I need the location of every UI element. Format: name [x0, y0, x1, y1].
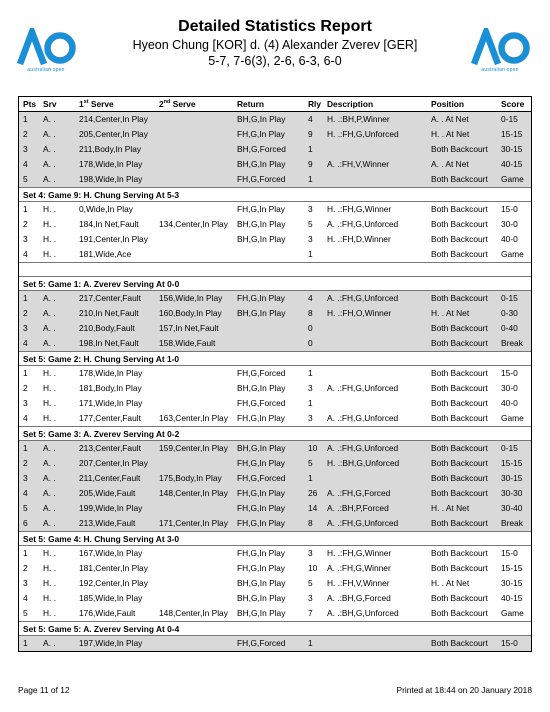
game-header-label: Set 5: Game 4: H. Chung Serving At 3-0	[23, 534, 180, 544]
cell-first-serve: 181,Center,In Play	[79, 563, 148, 573]
cell-return: FH,G,Forced	[237, 473, 286, 483]
cell-rally: 8	[308, 308, 313, 318]
col-header-description: Description	[327, 99, 374, 109]
col-header-return: Return	[237, 99, 264, 109]
report-header	[0, 0, 550, 90]
cell-return: BH,G,In Play	[237, 114, 286, 124]
cell-return: FH,G,In Play	[237, 458, 285, 468]
cell-description: A. .:BH,G,Forced	[327, 593, 391, 603]
cell-position: Both Backcourt	[431, 518, 488, 528]
cell-return: BH,G,In Play	[237, 219, 286, 229]
cell-return: FH,G,In Play	[237, 563, 285, 573]
table-row	[19, 441, 531, 456]
cell-position: Both Backcourt	[431, 548, 488, 558]
cell-return: FH,G,Forced	[237, 638, 286, 648]
table-row	[19, 606, 531, 621]
cell-first-serve: 205,Wide,Fault	[79, 488, 136, 498]
ao-logo-icon	[470, 28, 530, 66]
cell-score: 30-0	[501, 219, 518, 229]
cell-position: Both Backcourt	[431, 293, 488, 303]
cell-description: H. .:FH,G,Winner	[327, 204, 392, 214]
cell-first-serve: 211,Center,Fault	[79, 473, 141, 483]
cell-return: BH,G,In Play	[237, 383, 286, 393]
cell-server: H. .	[43, 563, 57, 573]
cell-rally: 4	[308, 293, 313, 303]
table-row	[19, 321, 531, 336]
cell-second-serve: 159,Center,In Play	[159, 443, 228, 453]
cell-pts: 3	[23, 578, 28, 588]
cell-pts: 4	[23, 249, 28, 259]
cell-server: H. .	[43, 204, 57, 214]
col-header-position: Position	[431, 99, 465, 109]
table-row	[19, 157, 531, 172]
game-header-row	[19, 276, 531, 291]
cell-position: Both Backcourt	[431, 204, 488, 214]
table-row	[19, 471, 531, 486]
cell-server: A. .	[43, 638, 56, 648]
cell-pts: 2	[23, 563, 28, 573]
cell-return: BH,G,In Play	[237, 443, 286, 453]
cell-server: H. .	[43, 249, 57, 259]
cell-pts: 3	[23, 144, 28, 154]
cell-first-serve: 192,Center,In Play	[79, 578, 148, 588]
cell-first-serve: 210,Body,Fault	[79, 323, 135, 333]
table-row	[19, 561, 531, 576]
cell-first-serve: 198,In Net,Fault	[79, 338, 139, 348]
cell-rally: 14	[308, 503, 318, 513]
cell-pts: 2	[23, 458, 28, 468]
game-header-label: Set 5: Game 3: A. Zverev Serving At 0-2	[23, 429, 180, 439]
cell-description: H. .:BH,P,Winner	[327, 114, 390, 124]
cell-return: BH,G,In Play	[237, 308, 286, 318]
game-header-row	[19, 621, 531, 636]
cell-server: A. .	[43, 488, 56, 498]
cell-rally: 1	[308, 249, 313, 259]
cell-position: Both Backcourt	[431, 608, 488, 618]
table-row	[19, 411, 531, 426]
cell-position: Both Backcourt	[431, 488, 488, 498]
game-header-row	[19, 426, 531, 441]
cell-first-serve: 167,Wide,In Play	[79, 548, 143, 558]
cell-first-serve: 205,Center,In Play	[79, 129, 148, 139]
cell-server: A. .	[43, 458, 56, 468]
cell-server: A. .	[43, 308, 56, 318]
cell-position: Both Backcourt	[431, 638, 488, 648]
col-header-first-serve: 1st Serve	[79, 99, 114, 109]
cell-first-serve: 176,Wide,Fault	[79, 608, 136, 618]
cell-rally: 3	[308, 383, 313, 393]
col-header-pts: Pts	[23, 99, 37, 109]
cell-return: BH,G,In Play	[237, 593, 286, 603]
cell-server: H. .	[43, 398, 57, 408]
table-row	[19, 456, 531, 471]
cell-first-serve: 178,Wide,In Play	[79, 368, 143, 378]
cell-description: A. .:BH,P,Forced	[327, 503, 389, 513]
cell-score: 30-30	[501, 488, 523, 498]
cell-first-serve: 211,Body,In Play	[79, 144, 142, 154]
cell-position: H. . At Net	[431, 308, 470, 318]
cell-pts: 2	[23, 129, 28, 139]
match-score: 5-7, 7-6(3), 2-6, 6-3, 6-0	[208, 54, 342, 68]
table-row	[19, 501, 531, 516]
table-row	[19, 202, 531, 217]
table-row	[19, 486, 531, 501]
cell-second-serve: 160,Body,In Play	[159, 308, 222, 318]
game-header-row	[19, 351, 531, 366]
cell-return: FH,G,In Play	[237, 129, 285, 139]
cell-position: Both Backcourt	[431, 249, 488, 259]
cell-return: FH,G,In Play	[237, 293, 285, 303]
cell-score: 30-15	[501, 473, 523, 483]
cell-score: 15-15	[501, 129, 523, 139]
cell-pts: 2	[23, 308, 28, 318]
col-header-srv: Srv	[43, 99, 57, 109]
cell-server: A. .	[43, 159, 56, 169]
spacer-row	[19, 262, 531, 276]
cell-pts: 1	[23, 293, 28, 303]
cell-pts: 3	[23, 473, 28, 483]
cell-description: A. .:FH,G,Unforced	[327, 383, 399, 393]
cell-pts: 1	[23, 114, 28, 124]
cell-score: 30-0	[501, 383, 518, 393]
cell-position: Both Backcourt	[431, 368, 488, 378]
cell-first-serve: 213,Center,Fault	[79, 443, 141, 453]
cell-score: 40-15	[501, 593, 523, 603]
cell-rally: 3	[308, 593, 313, 603]
table-row	[19, 636, 531, 651]
cell-position: H. . At Net	[431, 129, 470, 139]
cell-rally: 0	[308, 323, 313, 333]
cell-rally: 3	[308, 413, 313, 423]
cell-score: 15-0	[501, 368, 518, 378]
cell-server: H. .	[43, 548, 57, 558]
cell-description: H. .:FH,D,Winner	[327, 234, 391, 244]
cell-rally: 4	[308, 114, 313, 124]
cell-description: A. .:FH,G,Unforced	[327, 413, 399, 423]
cell-position: Both Backcourt	[431, 383, 488, 393]
cell-rally: 1	[308, 144, 313, 154]
cell-first-serve: 177,Center,Fault	[79, 413, 141, 423]
table-row	[19, 112, 531, 127]
cell-pts: 3	[23, 323, 28, 333]
cell-score: Break	[501, 338, 523, 348]
cell-return: FH,G,In Play	[237, 488, 285, 498]
table-row	[19, 142, 531, 157]
cell-first-serve: 217,Center,Fault	[79, 293, 141, 303]
cell-pts: 4	[23, 338, 28, 348]
cell-server: A. .	[43, 323, 56, 333]
cell-server: A. .	[43, 338, 56, 348]
table-row	[19, 127, 531, 142]
cell-description: H. .:FH,O,Winner	[327, 308, 392, 318]
cell-rally: 3	[308, 548, 313, 558]
cell-position: H. . At Net	[431, 578, 470, 588]
game-header-row	[19, 187, 531, 202]
cell-description: A. .:FH,G,Winner	[327, 563, 391, 573]
cell-return: FH,G,Forced	[237, 368, 286, 378]
cell-second-serve: 158,Wide,Fault	[159, 338, 216, 348]
cell-rally: 8	[308, 518, 313, 528]
cell-score: 40-0	[501, 234, 518, 244]
cell-server: H. .	[43, 383, 57, 393]
cell-score: 0-15	[501, 443, 518, 453]
table-body	[19, 112, 531, 651]
table-row	[19, 217, 531, 232]
cell-first-serve: 181,Body,In Play	[79, 383, 142, 393]
printed-timestamp: Printed at 18:44 on 20 January 2018	[396, 685, 532, 695]
cell-server: A. .	[43, 114, 56, 124]
cell-description: A. .:BH,G,Unforced	[327, 608, 399, 618]
cell-rally: 9	[308, 159, 313, 169]
cell-pts: 4	[23, 413, 28, 423]
cell-score: Game	[501, 413, 524, 423]
cell-rally: 3	[308, 234, 313, 244]
cell-rally: 10	[308, 443, 318, 453]
cell-server: A. .	[43, 443, 56, 453]
cell-pts: 1	[23, 548, 28, 558]
table-row	[19, 381, 531, 396]
logo-caption: australian open	[481, 67, 519, 73]
game-header-label: Set 5: Game 1: A. Zverev Serving At 0-0	[23, 279, 180, 289]
cell-position: Both Backcourt	[431, 323, 488, 333]
cell-description: H. .:BH,G,Unforced	[327, 458, 400, 468]
cell-return: BH,G,In Play	[237, 608, 286, 618]
cell-return: BH,G,In Play	[237, 159, 286, 169]
table-row	[19, 546, 531, 561]
col-header-score: Score	[501, 99, 525, 109]
cell-first-serve: 213,Wide,Fault	[79, 518, 136, 528]
cell-pts: 2	[23, 219, 28, 229]
cell-return: FH,G,In Play	[237, 518, 285, 528]
cell-first-serve: 185,Wide,In Play	[79, 593, 143, 603]
cell-return: BH,G,Forced	[237, 144, 286, 154]
cell-score: 15-15	[501, 563, 523, 573]
logo-caption: australian open	[27, 67, 65, 73]
cell-pts: 4	[23, 488, 28, 498]
cell-rally: 3	[308, 204, 313, 214]
cell-position: Both Backcourt	[431, 219, 488, 229]
cell-score: 30-15	[501, 578, 523, 588]
cell-position: Both Backcourt	[431, 563, 488, 573]
table-row	[19, 232, 531, 247]
cell-return: FH,G,In Play	[237, 548, 285, 558]
cell-server: H. .	[43, 413, 57, 423]
cell-server: H. .	[43, 593, 57, 603]
cell-rally: 1	[308, 638, 313, 648]
table-row	[19, 172, 531, 187]
cell-score: 30-15	[501, 144, 523, 154]
cell-second-serve: 171,Center,In Play	[159, 518, 228, 528]
cell-score: Game	[501, 608, 524, 618]
cell-position: Both Backcourt	[431, 398, 488, 408]
cell-position: Both Backcourt	[431, 473, 488, 483]
cell-first-serve: 210,In Net,Fault	[79, 308, 139, 318]
table-row	[19, 306, 531, 321]
cell-score: 40-15	[501, 159, 523, 169]
cell-rally: 9	[308, 129, 313, 139]
cell-return: FH,G,In Play	[237, 413, 285, 423]
cell-score: 15-0	[501, 638, 518, 648]
cell-pts: 1	[23, 443, 28, 453]
cell-first-serve: 181,Wide,Ace	[79, 249, 132, 259]
cell-rally: 1	[308, 398, 313, 408]
cell-second-serve: 163,Center,In Play	[159, 413, 228, 423]
cell-return: BH,G,In Play	[237, 234, 286, 244]
cell-position: Both Backcourt	[431, 174, 488, 184]
australian-open-logo	[470, 28, 530, 76]
cell-position: Both Backcourt	[431, 234, 488, 244]
cell-first-serve: 207,Center,In Play	[79, 458, 148, 468]
cell-server: A. .	[43, 129, 56, 139]
cell-second-serve: 156,Wide,In Play	[159, 293, 223, 303]
cell-pts: 5	[23, 503, 28, 513]
table-row	[19, 396, 531, 411]
cell-position: A. . At Net	[431, 159, 469, 169]
cell-position: H. . At Net	[431, 503, 470, 513]
table-row	[19, 576, 531, 591]
table-row	[19, 291, 531, 306]
cell-description: A. .:FH,G,Unforced	[327, 219, 399, 229]
cell-rally: 0	[308, 338, 313, 348]
cell-first-serve: 198,Wide,In Play	[79, 174, 143, 184]
table-row	[19, 247, 531, 262]
cell-score: 15-0	[501, 548, 518, 558]
cell-rally: 1	[308, 174, 313, 184]
cell-rally: 5	[308, 219, 313, 229]
cell-pts: 6	[23, 518, 28, 528]
cell-score: 0-30	[501, 308, 518, 318]
cell-score: 15-15	[501, 458, 523, 468]
cell-score: 40-0	[501, 398, 518, 408]
cell-return: FH,G,In Play	[237, 503, 285, 513]
cell-score: 15-0	[501, 204, 518, 214]
statistics-table	[18, 96, 532, 652]
report-title: Detailed Statistics Report	[178, 18, 372, 35]
cell-position: Both Backcourt	[431, 144, 488, 154]
cell-description: H. .:FH,V,Winner	[327, 578, 390, 588]
game-header-row	[19, 531, 531, 546]
cell-server: A. .	[43, 473, 56, 483]
cell-position: Both Backcourt	[431, 593, 488, 603]
cell-description: A. .:FH,G,Forced	[327, 488, 391, 498]
cell-position: Both Backcourt	[431, 413, 488, 423]
cell-position: Both Backcourt	[431, 443, 488, 453]
table-row	[19, 366, 531, 381]
table-header-row	[19, 97, 531, 112]
cell-rally: 7	[308, 608, 313, 618]
cell-pts: 1	[23, 368, 28, 378]
cell-score: Game	[501, 174, 524, 184]
cell-description: H. .:FH,G,Unforced	[327, 129, 399, 139]
cell-description: A. .:FH,G,Unforced	[327, 518, 399, 528]
cell-pts: 5	[23, 608, 28, 618]
cell-second-serve: 148,Center,In Play	[159, 608, 228, 618]
cell-description: A. .:FH,G,Unforced	[327, 443, 399, 453]
table-row	[19, 516, 531, 531]
cell-score: 0-15	[501, 293, 518, 303]
cell-return: BH,G,In Play	[237, 578, 286, 588]
cell-description: H. .:FH,G,Winner	[327, 548, 392, 558]
cell-rally: 26	[308, 488, 318, 498]
cell-description: A. .:FH,G,Unforced	[327, 293, 399, 303]
cell-position: A. . At Net	[431, 114, 469, 124]
cell-pts: 3	[23, 398, 28, 408]
table-row	[19, 591, 531, 606]
cell-description: A. .:FH,V,Winner	[327, 159, 390, 169]
cell-pts: 4	[23, 159, 28, 169]
col-header-rally: Rly	[308, 99, 322, 109]
cell-rally: 5	[308, 458, 313, 468]
cell-first-serve: 171,Wide,In Play	[79, 398, 143, 408]
table-row	[19, 336, 531, 351]
cell-first-serve: 191,Center,In Play	[79, 234, 148, 244]
cell-rally: 5	[308, 578, 313, 588]
cell-pts: 1	[23, 204, 28, 214]
cell-score: Break	[501, 518, 523, 528]
cell-second-serve: 148,Center,In Play	[159, 488, 228, 498]
cell-server: H. .	[43, 219, 57, 229]
cell-first-serve: 199,Wide,In Play	[79, 503, 143, 513]
cell-rally: 10	[308, 563, 318, 573]
cell-score: Game	[501, 249, 524, 259]
cell-first-serve: 214,Center,In Play	[79, 114, 148, 124]
cell-pts: 1	[23, 638, 28, 648]
cell-pts: 4	[23, 593, 28, 603]
cell-first-serve: 197,Wide,In Play	[79, 638, 143, 648]
cell-server: H. .	[43, 578, 57, 588]
cell-score: 0-15	[501, 114, 518, 124]
cell-pts: 5	[23, 174, 28, 184]
match-players: Hyeon Chung [KOR] d. (4) Alexander Zverev [GER]	[132, 38, 418, 52]
cell-server: A. .	[43, 503, 56, 513]
game-header-label: Set 5: Game 5: A. Zverev Serving At 0-4	[23, 624, 180, 634]
cell-first-serve: 184,In Net,Fault	[79, 219, 139, 229]
cell-pts: 2	[23, 383, 28, 393]
page-number: Page 11 of 12	[18, 685, 70, 695]
cell-server: H. .	[43, 368, 57, 378]
game-header-label: Set 5: Game 2: H. Chung Serving At 1-0	[23, 354, 180, 364]
cell-rally: 1	[308, 368, 313, 378]
cell-rally: 1	[308, 473, 313, 483]
cell-position: Both Backcourt	[431, 338, 488, 348]
game-header-label: Set 4: Game 9: H. Chung Serving At 5-3	[23, 190, 180, 200]
cell-server: A. .	[43, 144, 56, 154]
cell-position: Both Backcourt	[431, 458, 488, 468]
col-header-second-serve: 2nd Serve	[159, 99, 196, 109]
cell-server: A. .	[43, 174, 56, 184]
cell-server: A. .	[43, 293, 56, 303]
cell-server: A. .	[43, 518, 56, 528]
cell-second-serve: 175,Body,In Play	[159, 473, 222, 483]
cell-return: FH,G,Forced	[237, 174, 286, 184]
cell-pts: 3	[23, 234, 28, 244]
cell-server: H. .	[43, 608, 57, 618]
cell-first-serve: 178,Wide,In Play	[79, 159, 143, 169]
cell-server: H. .	[43, 234, 57, 244]
cell-score: 30-40	[501, 503, 523, 513]
cell-second-serve: 157,In Net,Fault	[159, 323, 219, 333]
cell-first-serve: 0,Wide,In Play	[79, 204, 133, 214]
cell-return: FH,G,Forced	[237, 398, 286, 408]
cell-return: FH,G,In Play	[237, 204, 285, 214]
cell-score: 0-40	[501, 323, 518, 333]
cell-second-serve: 134,Center,In Play	[159, 219, 228, 229]
